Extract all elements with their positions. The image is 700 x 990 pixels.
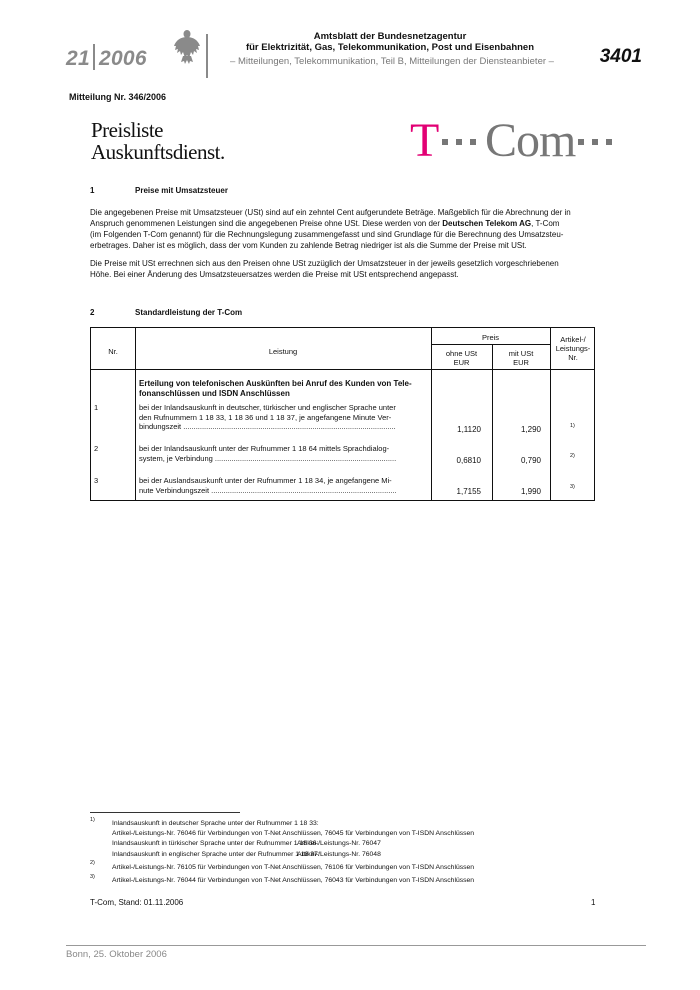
header-artikel <box>550 335 596 362</box>
footnote-text: Artikel-/Leistungs-Nr. 76046 für Verbindungen von T-Net Anschlüssen, 76045 für Verbindungen von T-ISDN Anschlüssen <box>112 830 475 837</box>
section-number: 1 <box>90 186 95 195</box>
text-line: erbetrages. Daher ist es möglich, dass der vom Kunden zu zahlende Betrag niedriger ist als die Summe der Preise mit USt. <box>90 241 527 250</box>
header-line: EUR <box>453 358 470 367</box>
row-line: bindungszeit ...................................................................................................... <box>139 422 396 431</box>
section-number: 2 <box>90 308 95 317</box>
section-title: Preise mit Umsatzsteuer <box>135 186 228 195</box>
footnote-text: Artikel-/Leistungs-Nr. 76047 <box>297 840 381 847</box>
header-divider <box>206 34 208 78</box>
publication-date: Bonn, 25. Oktober 2006 <box>66 949 167 960</box>
header-line: Leistungs- <box>555 344 591 353</box>
header-line: Artikel-/ <box>560 335 586 344</box>
row-description <box>139 444 429 463</box>
issue-number <box>66 44 147 71</box>
footnote-marker: 2) <box>90 860 95 866</box>
footnote-marker: 3) <box>90 874 95 880</box>
footnote-text: Artikel-/Leistungs-Nr. 76105 für Verbindungen von T-Net Anschlüssen, 76106 für Verbindungen von T-ISDN Anschlüssen <box>112 864 475 871</box>
row-line: nute Verbindungszeit ......................................................................................... <box>139 485 397 495</box>
row-nr: 2 <box>94 444 99 453</box>
text-span: , T-Com <box>531 219 560 228</box>
paragraph-1 <box>90 207 595 251</box>
footnote-text: Inlandsauskunft in deutscher Sprache unter der Rufnummer 1 18 33: <box>112 820 319 827</box>
price-with-vat: 1,990 <box>520 487 541 496</box>
price-without-vat: 0,6810 <box>456 456 481 465</box>
footnote-text: Inlandsauskunft in englischer Sprache unter der Rufnummer 1 18 37: <box>112 851 320 858</box>
price-with-vat: 0,790 <box>520 456 541 465</box>
journal-title-line1: Amtsblatt der Bundesnetzagentur <box>313 31 467 42</box>
header-line: mit USt <box>508 349 534 358</box>
article-footnote-ref: 2) <box>570 453 575 459</box>
header-line: EUR <box>513 358 529 367</box>
row-nr: 1 <box>94 403 99 412</box>
row-line: den Rufnummern 1 18 33, 1 18 36 und 1 18 37, je angefangene Minute Ver- <box>139 412 392 422</box>
text-line: (im Folgenden T-Com genannt) für die Rechnungslegung zusammengefasst und sind Grundlage für die Berechnung des Umsatzsteu- <box>90 230 564 239</box>
price-with-vat: 1,290 <box>520 425 541 434</box>
article-footnote-ref: 1) <box>570 423 575 429</box>
footnote-marker: 1) <box>90 817 95 823</box>
header-line: Nr. <box>568 353 578 362</box>
logo-square <box>606 139 612 145</box>
group-title-line: Erteilung von telefonischen Auskünften bei Anruf des Kunden von Tele- <box>139 379 412 388</box>
notice-number: Mitteilung Nr. 346/2006 <box>69 92 167 102</box>
text-line: Höhe. Bei einer Änderung des Umsatzsteuersatzes werden die Preise mit USt entsprechend angepasst. <box>90 270 459 279</box>
row-line: bei der Inlandsauskunft unter der Rufnummer 1 18 64 mittels Sprachdialog- <box>139 444 390 453</box>
bottom-divider <box>66 945 646 946</box>
header-nr: Nr. <box>108 347 118 356</box>
issue-year: 2006 <box>98 47 147 70</box>
federal-eagle-icon <box>172 28 202 66</box>
issue-divider <box>93 44 95 70</box>
logo-square <box>456 139 462 145</box>
section-title: Standardleistung der T-Com <box>135 308 243 317</box>
footnote-text: Artikel-/Leistungs-Nr. 76048 <box>297 851 381 858</box>
row-line: system, je Verbindung ....................................................................................... <box>139 453 397 463</box>
issue-num: 21 <box>66 47 90 70</box>
page-number: 3401 <box>599 46 642 67</box>
row-nr: 3 <box>94 476 99 485</box>
header-line: ohne USt <box>445 349 478 358</box>
group-title-line: fonanschlüssen und ISDN Anschlüssen <box>139 388 290 398</box>
price-table <box>90 327 595 501</box>
row-description <box>139 403 429 432</box>
logo-square <box>592 139 598 145</box>
logo-square <box>470 139 476 145</box>
document-title-line2: Auskunftsdienst. <box>91 140 225 164</box>
logo-com: Com <box>485 114 576 167</box>
footer-page: 1 <box>591 898 596 907</box>
journal-subtitle: – Mitteilungen, Telekommunikation, Teil B, Mitteilungen der Diensteanbieter – <box>230 56 554 67</box>
footnote-text: Artikel-/Leistungs-Nr. 76044 für Verbindungen von T-Net Anschlüssen, 76043 für Verbindungen von T-ISDN Anschlüssen <box>112 877 475 884</box>
row-line: bei der Inlandsauskunft in deutscher, türkischer und englischer Sprache unter <box>139 403 396 412</box>
journal-title-line2: für Elektrizität, Gas, Telekommunikation, Post und Eisenbahnen <box>245 42 535 53</box>
logo-square <box>578 139 584 145</box>
row-line: bei der Auslandsauskunft unter der Rufnummer 1 18 34, je angefangene Mi- <box>139 476 392 485</box>
logo-t: T <box>410 114 440 167</box>
row-description <box>139 476 429 495</box>
article-footnote-ref: 3) <box>570 484 575 490</box>
text-line: Die Preise mit USt errechnen sich aus den Preisen ohne USt zuzüglich der Umsatzsteuer in der jeweils gesetzlich vorgeschriebenen <box>90 259 559 268</box>
paragraph-2 <box>90 258 595 280</box>
header-preis: Preis <box>481 333 500 342</box>
footer-status: T-Com, Stand: 01.11.2006 <box>90 898 184 907</box>
company-name: Deutschen Telekom AG <box>442 219 532 228</box>
text-line <box>90 218 595 229</box>
header-leistung: Leistung <box>268 347 298 356</box>
logo-square <box>442 139 448 145</box>
document-title-line1: Preisliste <box>91 118 163 142</box>
footnote-divider <box>90 812 240 813</box>
price-without-vat: 1,1120 <box>457 425 481 434</box>
header-ohne-ust <box>431 349 492 367</box>
text-span: Anspruch genommenen Leistungen sind die angegebenen Preise ohne USt. Diese werden von der <box>90 219 443 228</box>
header-mit-ust <box>492 349 550 367</box>
footnote-text: Inlandsauskunft in türkischer Sprache unter der Rufnummer 1 18 36: <box>112 840 319 847</box>
text-line: Die angegebenen Preise mit Umsatzsteuer (USt) sind auf ein zehntel Cent aufgerundete Beträge. Maßgeblich für die Abrechnung der in <box>90 208 571 217</box>
price-without-vat: 1,7155 <box>456 487 481 496</box>
group-title <box>139 379 429 398</box>
